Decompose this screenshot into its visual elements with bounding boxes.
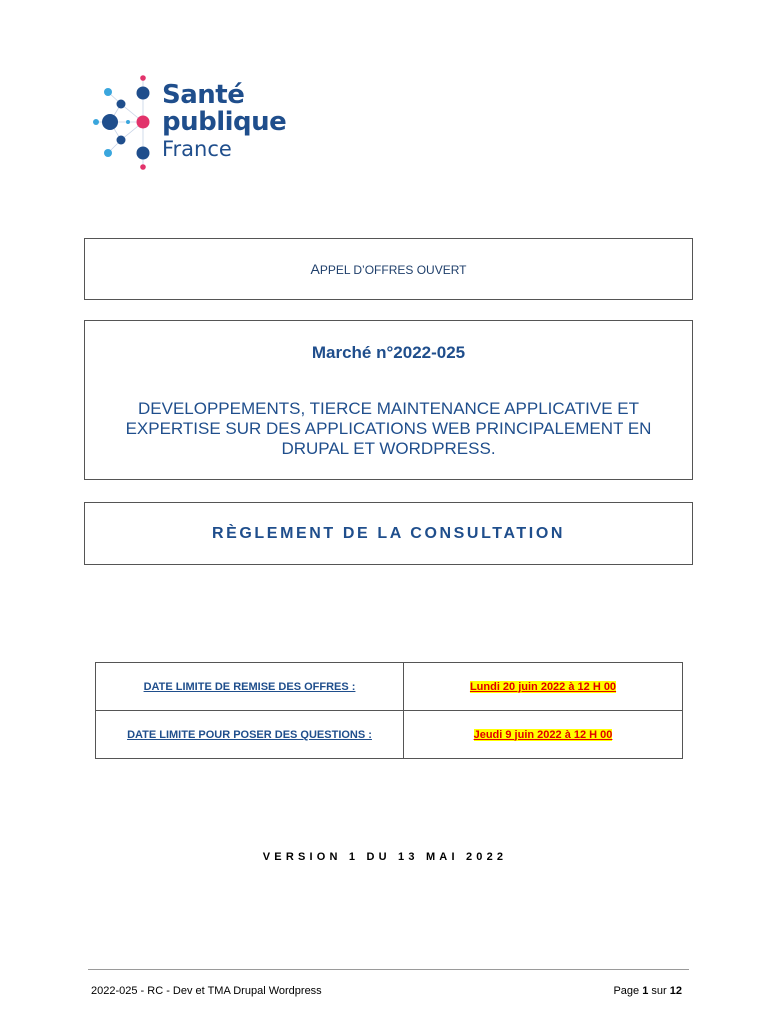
deadlines-table <box>95 662 683 759</box>
deadline-questions-cell <box>404 711 683 759</box>
document-title-box <box>84 502 693 565</box>
logo-wordmark <box>162 82 286 160</box>
table-row <box>96 711 683 759</box>
table-row <box>96 663 683 711</box>
footer-page-total: 12 <box>669 985 682 997</box>
procedure-type-rest: PPEL D’OFFRES OUVERT <box>319 263 467 277</box>
procedure-type-box <box>84 238 693 300</box>
version-line: VERSION 1 DU 13 MAI 2022 <box>262 851 508 863</box>
deadline-questions-label: DATE LIMITE POUR POSER DES QUESTIONS : <box>96 711 404 759</box>
footer-page-current: 1 <box>642 985 649 997</box>
footer-divider <box>88 969 689 970</box>
logo-line-france: France <box>162 137 232 161</box>
document-title: RÈGLEMENT DE LA CONSULTATION <box>211 524 566 542</box>
deadline-offers-value: Lundi 20 juin 2022 à 12 H 00 <box>469 680 617 693</box>
marche-objet: DEVELOPPEMENTS, TIERCE MAINTENANCE APPLICATIVE ET EXPERTISE SUR DES APPLICATIONS WEB PRINCIPALEMENT EN DRUPAL ET WORDPRESS. <box>125 399 652 458</box>
procedure-type-label <box>310 261 466 277</box>
sante-publique-france-logo <box>88 70 287 175</box>
deadline-questions-value: Jeudi 9 juin 2022 à 12 H 00 <box>473 728 613 741</box>
footer-reference: 2022-025 - RC - Dev et TMA Drupal Wordpress <box>91 985 322 997</box>
logo-line-publique: publique <box>162 107 287 137</box>
logo-network-icon <box>88 70 160 175</box>
deadline-offers-label: DATE LIMITE DE REMISE DES OFFRES : <box>96 663 404 711</box>
logo-line-sante: Santé <box>162 80 245 110</box>
marche-number: Marché n°2022-025 <box>311 343 466 362</box>
marche-box <box>84 320 693 480</box>
procedure-type-initial: A <box>310 261 320 277</box>
footer-page-number <box>613 985 682 997</box>
footer-page-prefix: Page <box>613 985 640 997</box>
deadline-offers-cell <box>404 663 683 711</box>
footer-page-sep: sur <box>651 985 667 997</box>
